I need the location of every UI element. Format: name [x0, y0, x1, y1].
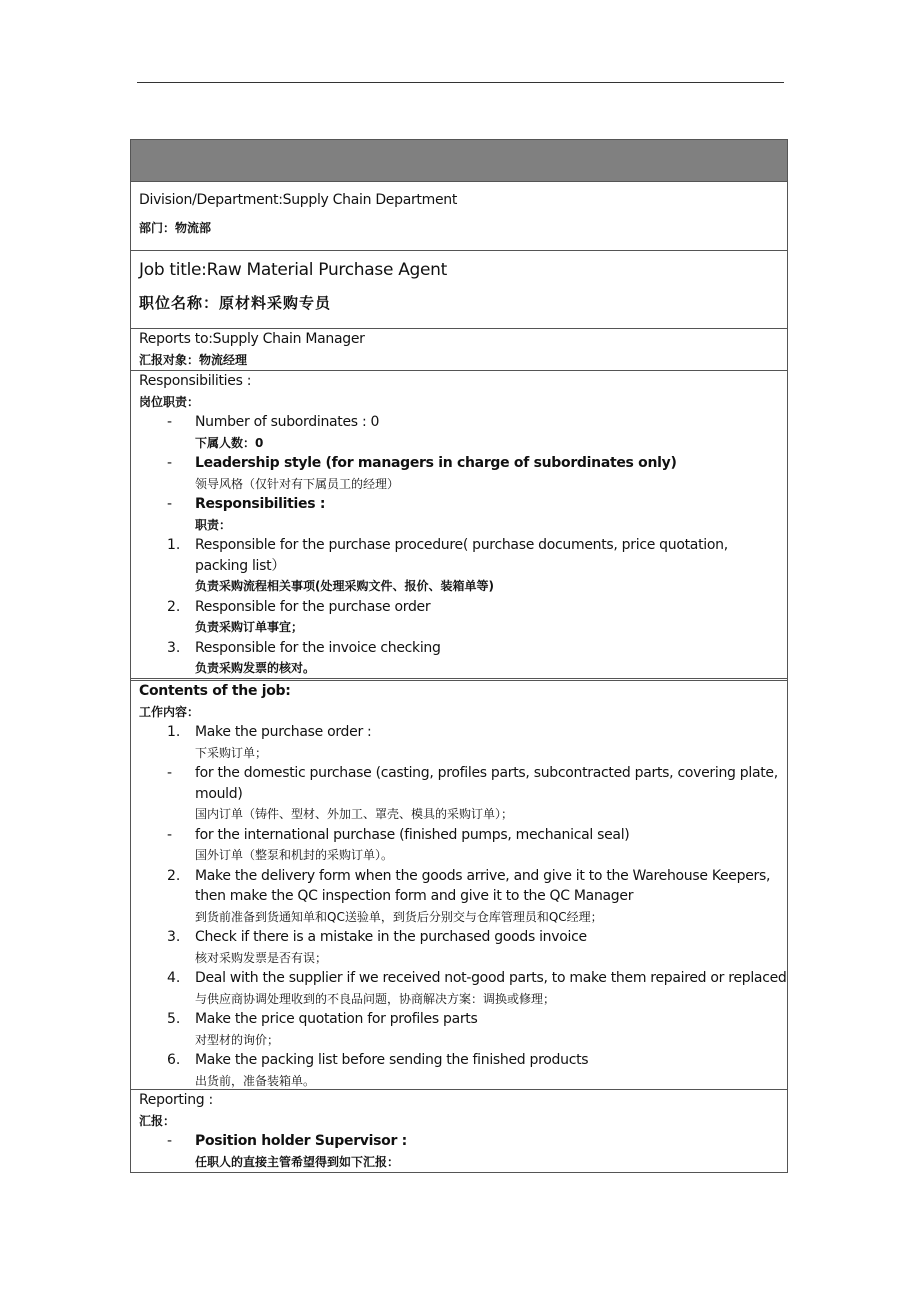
list-item	[139, 1050, 781, 1091]
list-item-cn: 对型材的询价；	[195, 1032, 280, 1047]
list-marker: 3.	[167, 929, 181, 945]
list-marker: 2.	[167, 598, 181, 615]
list-marker: 2.	[167, 867, 181, 884]
list-item-en: Leadership style (for managers in charge of subordinates only)	[195, 455, 677, 471]
list-item	[139, 597, 781, 638]
list-item-cn: 核对采购发票是否有误；	[195, 950, 328, 965]
list-marker: 6.	[167, 1052, 181, 1068]
reports-to-cn: 汇报对象：物流经理	[139, 352, 248, 367]
list-item	[139, 494, 781, 535]
list-item-en: Make the delivery form when the goods arrive, and give it to the Warehouse Keepers, then make the QC inspection form and give it to the QC Manager	[195, 867, 771, 904]
list-item	[139, 722, 781, 763]
list-item-en: Responsible for the invoice checking	[195, 639, 441, 656]
list-item	[139, 453, 781, 494]
list-item-cn: 下采购订单；	[195, 745, 268, 760]
list-marker: -	[167, 414, 173, 430]
list-item-en: Number of subordinates : 0	[195, 414, 380, 430]
list-item	[139, 1131, 781, 1172]
list-item-en: Responsible for the purchase order	[195, 598, 431, 615]
reports-to-row	[131, 329, 787, 371]
job-title-en: Job title:Raw Material Purchase Agent	[139, 260, 448, 280]
job-title-row	[131, 251, 787, 329]
list-item-en: Make the packing list before sending the finished products	[195, 1052, 589, 1068]
responsibilities-heading-cn: 岗位职责：	[139, 394, 200, 409]
division-cn: 部门：物流部	[139, 220, 212, 235]
contents-row	[131, 681, 787, 1090]
list-marker: 1.	[167, 537, 181, 553]
contents-heading-en: Contents of the job:	[139, 683, 291, 699]
responsibilities-heading-en: Responsibilities :	[139, 373, 252, 389]
list-item-cn: 负责采购流程相关事项(处理采购文件、报价、装箱单等)	[195, 579, 494, 593]
list-item-en: Check if there is a mistake in the purchased goods invoice	[195, 929, 587, 945]
job-title-cn: 职位名称：原材料采购专员	[139, 294, 332, 312]
list-marker: -	[167, 1133, 173, 1149]
list-item-cn: 与供应商协调处理收到的不良品问题，协商解决方案：调换或修理；	[195, 991, 556, 1006]
table-header-bar	[131, 140, 787, 182]
responsibilities-row	[131, 371, 787, 681]
list-marker: -	[167, 496, 173, 512]
list-item-en: Position holder Supervisor :	[195, 1133, 407, 1149]
list-item	[139, 968, 787, 1009]
list-item-cn: 国内订单（铸件、型材、外加工、罩壳、模具的采购订单）；	[195, 807, 514, 821]
reports-to-en: Reports to:Supply Chain Manager	[139, 331, 365, 347]
list-item-cn: 领导风格（仅针对有下属员工的经理）	[195, 476, 400, 491]
list-item-cn: 下属人数：0	[195, 435, 264, 450]
list-item-cn: 负责采购发票的核对。	[195, 661, 316, 675]
list-item	[139, 412, 781, 453]
list-item-en: for the domestic purchase (casting, profiles parts, subcontracted parts, covering plate, mould)	[195, 765, 778, 802]
list-item-cn: 负责采购订单事宜；	[195, 620, 304, 634]
list-item	[139, 866, 781, 928]
list-item	[139, 763, 781, 825]
list-item-en: Deal with the supplier if we received not-good parts, to make them repaired or replaced	[195, 970, 787, 986]
reporting-row	[131, 1090, 787, 1172]
list-item-cn: 职责：	[195, 517, 232, 532]
list-item-en: for the international purchase (finished pumps, mechanical seal)	[195, 826, 630, 843]
list-marker: 3.	[167, 639, 181, 656]
reporting-heading-cn: 汇报：	[139, 1113, 176, 1128]
contents-heading-cn: 工作内容：	[139, 704, 200, 719]
list-item-cn: 任职人的直接主管希望得到如下汇报：	[195, 1154, 400, 1169]
job-description-table	[130, 139, 788, 1173]
list-item	[139, 535, 781, 597]
list-item	[139, 825, 781, 866]
division-row	[131, 182, 787, 251]
list-item-cn: 国外订单（整泵和机封的采购订单）。	[195, 848, 394, 862]
list-item-cn: 到货前准备到货通知单和QC送验单，到货后分别交与仓库管理员和QC经理；	[195, 909, 603, 924]
list-item	[139, 638, 781, 679]
list-item-en: Responsibilities :	[195, 496, 326, 512]
list-item-en: Responsible for the purchase procedure( purchase documents, price quotation, packing list）	[195, 537, 728, 574]
list-marker: 1.	[167, 724, 181, 740]
list-item-en: Make the price quotation for profiles parts	[195, 1011, 478, 1027]
list-marker: -	[167, 765, 173, 781]
list-marker: -	[167, 826, 173, 843]
list-marker: 4.	[167, 970, 181, 986]
list-item	[139, 1009, 781, 1050]
list-item-cn: 出货前，准备装箱单。	[195, 1073, 316, 1088]
list-item-en: Make the purchase order :	[195, 724, 372, 740]
list-marker: -	[167, 455, 173, 471]
reporting-heading-en: Reporting :	[139, 1092, 213, 1108]
list-item	[139, 927, 781, 968]
list-marker: 5.	[167, 1011, 181, 1027]
header-rule	[137, 82, 784, 83]
division-en: Division/Department:Supply Chain Department	[139, 192, 458, 208]
